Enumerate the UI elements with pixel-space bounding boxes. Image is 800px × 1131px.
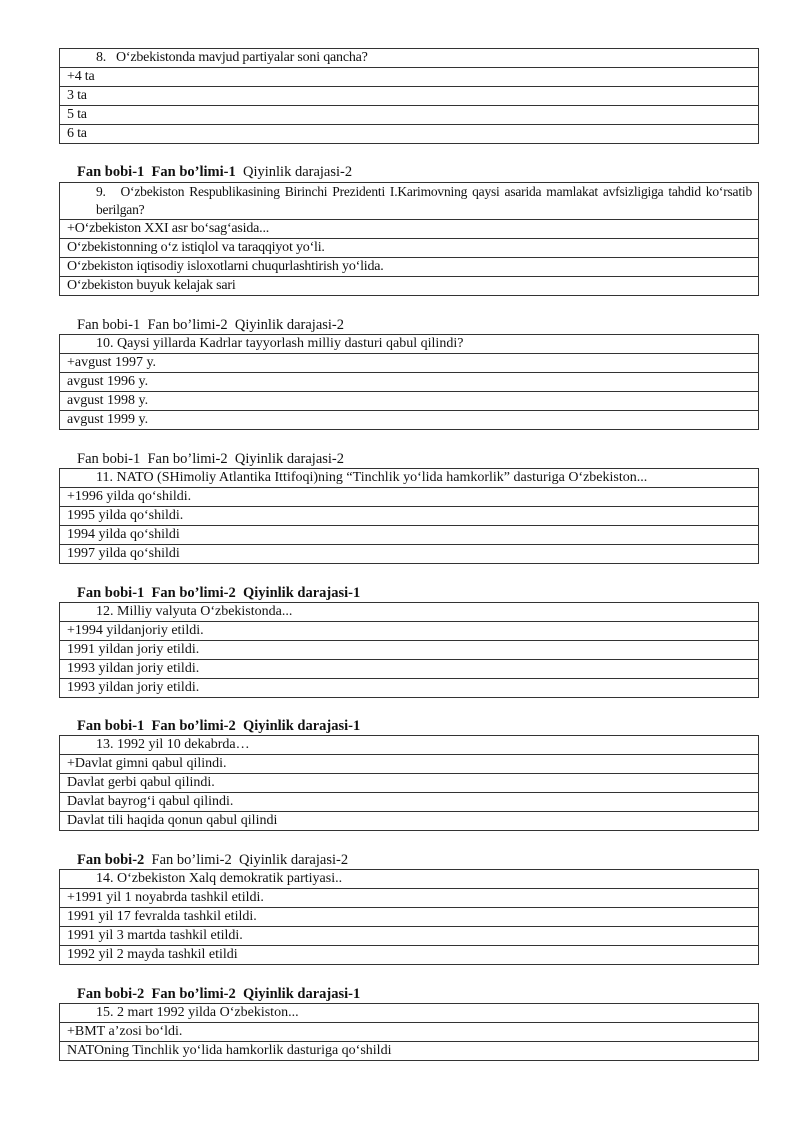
answer-option: O‘zbekiston buyuk kelajak sari xyxy=(60,277,759,296)
answer-option: avgust 1996 y. xyxy=(60,373,759,392)
qiyinlik-darajasi: Qiyinlik darajasi-1 xyxy=(242,585,361,601)
answer-option: 1991 yil 3 martda tashkil etildi. xyxy=(60,927,759,946)
question-table xyxy=(59,602,759,698)
answer-option: avgust 1998 y. xyxy=(60,392,759,411)
fan-bolimi: Fan bo’limi-2 xyxy=(147,451,228,467)
answer-option-correct: +avgust 1997 y. xyxy=(60,354,759,373)
fan-bolimi: Fan bo’limi-2 xyxy=(151,852,232,868)
fan-bolimi: Fan bo’limi-2 xyxy=(151,718,236,734)
answer-option-correct: +O‘zbekiston XXI asr bo‘sag‘asida... xyxy=(60,220,759,239)
section-heading xyxy=(77,450,344,468)
answer-option: 1993 yildan joriy etildi. xyxy=(60,679,759,698)
answer-option: 1992 yil 2 mayda tashkil etildi xyxy=(60,946,759,965)
qiyinlik-darajasi: Qiyinlik darajasi-2 xyxy=(242,164,353,180)
qiyinlik-darajasi: Qiyinlik darajasi-1 xyxy=(242,986,361,1002)
section-heading xyxy=(77,985,360,1003)
question-table xyxy=(59,48,759,144)
section-heading xyxy=(77,717,360,735)
answer-option: 6 ta xyxy=(60,125,759,144)
answer-option: 1994 yilda qo‘shildi xyxy=(60,526,759,545)
answer-option: 1997 yilda qo‘shildi xyxy=(60,545,759,564)
section-heading xyxy=(77,584,360,602)
answer-option: avgust 1999 y. xyxy=(60,411,759,430)
qiyinlik-darajasi: Qiyinlik darajasi-2 xyxy=(234,317,345,333)
question-table xyxy=(59,468,759,564)
question-text: 15. 2 mart 1992 yilda O‘zbekiston... xyxy=(60,1004,759,1023)
question-text: 9. O‘zbekiston Respublikasining Birinchi Prezidenti I.Karimovning qaysi asarida mamlakat avfsizligiga tahdid ko‘rsatib berilgan? xyxy=(60,183,759,220)
question-text: 12. Milliy valyuta O‘zbekistonda... xyxy=(60,603,759,622)
answer-option: 5 ta xyxy=(60,106,759,125)
answer-option: 1995 yilda qo‘shildi. xyxy=(60,507,759,526)
answer-option-correct: +4 ta xyxy=(60,68,759,87)
answer-option: O‘zbekistonning o‘z istiqlol va taraqqiyot yo‘li. xyxy=(60,239,759,258)
answer-option-correct: +1996 yilda qo‘shildi. xyxy=(60,488,759,507)
answer-option: 1991 yildan joriy etildi. xyxy=(60,641,759,660)
fan-bobi: Fan bobi-1 xyxy=(77,718,145,734)
fan-bolimi: Fan bo’limi-2 xyxy=(151,986,236,1002)
answer-option: NATOning Tinchlik yo‘lida hamkorlik dasturiga qo‘shildi xyxy=(60,1042,759,1061)
answer-option: Davlat bayrog‘i qabul qilindi. xyxy=(60,793,759,812)
answer-option-correct: +Davlat gimni qabul qilindi. xyxy=(60,755,759,774)
answer-option: 3 ta xyxy=(60,87,759,106)
question-table xyxy=(59,735,759,831)
fan-bobi: Fan bobi-1 xyxy=(77,317,141,333)
qiyinlik-darajasi: Qiyinlik darajasi-2 xyxy=(238,852,349,868)
question-table xyxy=(59,182,759,296)
fan-bobi: Fan bobi-1 xyxy=(77,164,145,180)
answer-option-correct: +BMT a’zosi bo‘ldi. xyxy=(60,1023,759,1042)
section-heading xyxy=(77,851,348,869)
section-heading xyxy=(77,316,344,334)
question-text: 13. 1992 yil 10 dekabrda… xyxy=(60,736,759,755)
question-text: 11. NATO (SHimoliy Atlantika Ittifoqi)ning “Tinchlik yo‘lida hamkorlik” dasturiga O‘zbekiston... xyxy=(60,469,759,488)
section-heading xyxy=(77,163,352,181)
answer-option-correct: +1991 yil 1 noyabrda tashkil etildi. xyxy=(60,889,759,908)
fan-bolimi: Fan bo’limi-2 xyxy=(151,585,236,601)
answer-option: Davlat tili haqida qonun qabul qilindi xyxy=(60,812,759,831)
fan-bolimi: Fan bo’limi-2 xyxy=(147,317,228,333)
fan-bobi: Fan bobi-1 xyxy=(77,451,141,467)
qiyinlik-darajasi: Qiyinlik darajasi-1 xyxy=(242,718,361,734)
question-table xyxy=(59,869,759,965)
fan-bobi: Fan bobi-1 xyxy=(77,585,145,601)
answer-option-correct: +1994 yildanjoriy etildi. xyxy=(60,622,759,641)
answer-option: 1991 yil 17 fevralda tashkil etildi. xyxy=(60,908,759,927)
fan-bobi: Fan bobi-2 xyxy=(77,852,145,868)
question-text: 8. O‘zbekistonda mavjud partiyalar soni qancha? xyxy=(60,49,759,68)
answer-option: 1993 yildan joriy etildi. xyxy=(60,660,759,679)
question-table xyxy=(59,334,759,430)
answer-option: Davlat gerbi qabul qilindi. xyxy=(60,774,759,793)
question-table xyxy=(59,1003,759,1061)
question-text: 14. O‘zbekiston Xalq demokratik partiyasi.. xyxy=(60,870,759,889)
fan-bobi: Fan bobi-2 xyxy=(77,986,145,1002)
answer-option: O‘zbekiston iqtisodiy isloxotlarni chuqurlashtirish yo‘lida. xyxy=(60,258,759,277)
fan-bolimi: Fan bo’limi-1 xyxy=(151,164,236,180)
question-text: 10. Qaysi yillarda Kadrlar tayyorlash milliy dasturi qabul qilindi? xyxy=(60,335,759,354)
qiyinlik-darajasi: Qiyinlik darajasi-2 xyxy=(234,451,345,467)
